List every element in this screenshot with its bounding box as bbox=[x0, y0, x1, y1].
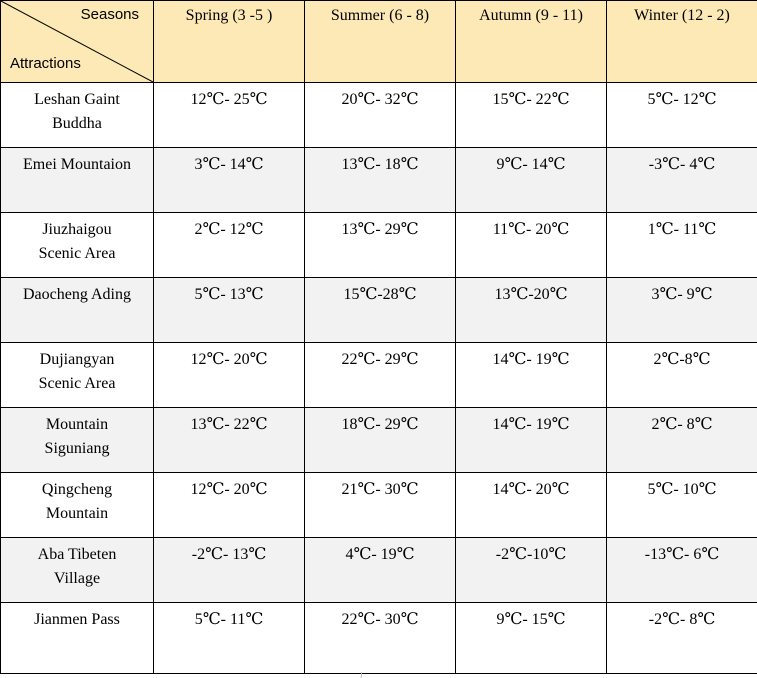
page-edge-mark bbox=[361, 672, 362, 678]
temperature-cell-autumn: 9℃- 14℃ bbox=[456, 148, 607, 213]
temperature-cell-winter: -3℃- 4℃ bbox=[607, 148, 757, 213]
temperature-cell-spring: 3℃- 14℃ bbox=[154, 148, 305, 213]
temperature-cell-autumn: 14℃- 19℃ bbox=[456, 343, 607, 408]
temperature-cell-summer: 13℃- 29℃ bbox=[305, 213, 456, 278]
attraction-name-cell: Aba Tibeten Village bbox=[1, 538, 154, 603]
temperature-cell-autumn: 9℃- 15℃ bbox=[456, 603, 607, 674]
attraction-name-cell: Jiuzhaigou Scenic Area bbox=[1, 213, 154, 278]
temperature-cell-autumn: 14℃- 20℃ bbox=[456, 473, 607, 538]
table-row bbox=[1, 83, 757, 148]
temperature-cell-spring: 13℃- 22℃ bbox=[154, 408, 305, 473]
table-row bbox=[1, 538, 757, 603]
temperature-cell-summer: 13℃- 18℃ bbox=[305, 148, 456, 213]
temperature-cell-spring: 12℃- 25℃ bbox=[154, 83, 305, 148]
temperature-cell-spring: 5℃- 11℃ bbox=[154, 603, 305, 674]
temperature-cell-winter: 2℃- 8℃ bbox=[607, 408, 757, 473]
temperature-cell-summer: 15℃-28℃ bbox=[305, 278, 456, 343]
temperature-cell-winter: 5℃- 12℃ bbox=[607, 83, 757, 148]
temperature-cell-autumn: 15℃- 22℃ bbox=[456, 83, 607, 148]
table-row bbox=[1, 473, 757, 538]
table-row bbox=[1, 278, 757, 343]
table-row bbox=[1, 343, 757, 408]
temperature-cell-spring: 2℃- 12℃ bbox=[154, 213, 305, 278]
temperature-cell-winter: 2℃-8℃ bbox=[607, 343, 757, 408]
attraction-name-cell: Daocheng Ading bbox=[1, 278, 154, 343]
temperature-cell-summer: 21℃- 30℃ bbox=[305, 473, 456, 538]
temperature-cell-summer: 18℃- 29℃ bbox=[305, 408, 456, 473]
temperature-cell-autumn: 11℃- 20℃ bbox=[456, 213, 607, 278]
temperature-cell-winter: -2℃- 8℃ bbox=[607, 603, 757, 674]
temperature-cell-winter: 3℃- 9℃ bbox=[607, 278, 757, 343]
table-row bbox=[1, 213, 757, 278]
attractions-header-label: Attractions bbox=[10, 55, 81, 72]
attraction-name-cell: Qingcheng Mountain bbox=[1, 473, 154, 538]
table-row bbox=[1, 603, 757, 674]
season-header-summer: Summer (6 - 8) bbox=[305, 1, 456, 83]
attraction-name-cell: Jianmen Pass bbox=[1, 603, 154, 674]
corner-header-cell bbox=[1, 1, 154, 83]
header-row bbox=[1, 1, 757, 83]
season-header-spring: Spring (3 -5 ) bbox=[154, 1, 305, 83]
temperature-cell-winter: -13℃- 6℃ bbox=[607, 538, 757, 603]
temperature-cell-summer: 20℃- 32℃ bbox=[305, 83, 456, 148]
table-row bbox=[1, 408, 757, 473]
temperature-cell-spring: 12℃- 20℃ bbox=[154, 343, 305, 408]
temperature-cell-spring: 5℃- 13℃ bbox=[154, 278, 305, 343]
season-header-autumn: Autumn (9 - 11) bbox=[456, 1, 607, 83]
table-body bbox=[1, 83, 757, 674]
attraction-name-cell: Leshan Gaint Buddha bbox=[1, 83, 154, 148]
temperature-cell-summer: 22℃- 29℃ bbox=[305, 343, 456, 408]
temperature-cell-summer: 22℃- 30℃ bbox=[305, 603, 456, 674]
temperature-cell-summer: 4℃- 19℃ bbox=[305, 538, 456, 603]
table-row bbox=[1, 148, 757, 213]
temperature-cell-autumn: -2℃-10℃ bbox=[456, 538, 607, 603]
temperature-cell-spring: -2℃- 13℃ bbox=[154, 538, 305, 603]
temperature-cell-spring: 12℃- 20℃ bbox=[154, 473, 305, 538]
seasons-header-label: Seasons bbox=[80, 6, 139, 23]
attraction-name-cell: Dujiangyan Scenic Area bbox=[1, 343, 154, 408]
attraction-name-cell: Mountain Siguniang bbox=[1, 408, 154, 473]
temperature-cell-winter: 1℃- 11℃ bbox=[607, 213, 757, 278]
temperature-cell-autumn: 14℃- 19℃ bbox=[456, 408, 607, 473]
attraction-name-cell: Emei Mountaion bbox=[1, 148, 154, 213]
temperature-cell-autumn: 13℃-20℃ bbox=[456, 278, 607, 343]
temperature-cell-winter: 5℃- 10℃ bbox=[607, 473, 757, 538]
season-header-winter: Winter (12 - 2) bbox=[607, 1, 757, 83]
